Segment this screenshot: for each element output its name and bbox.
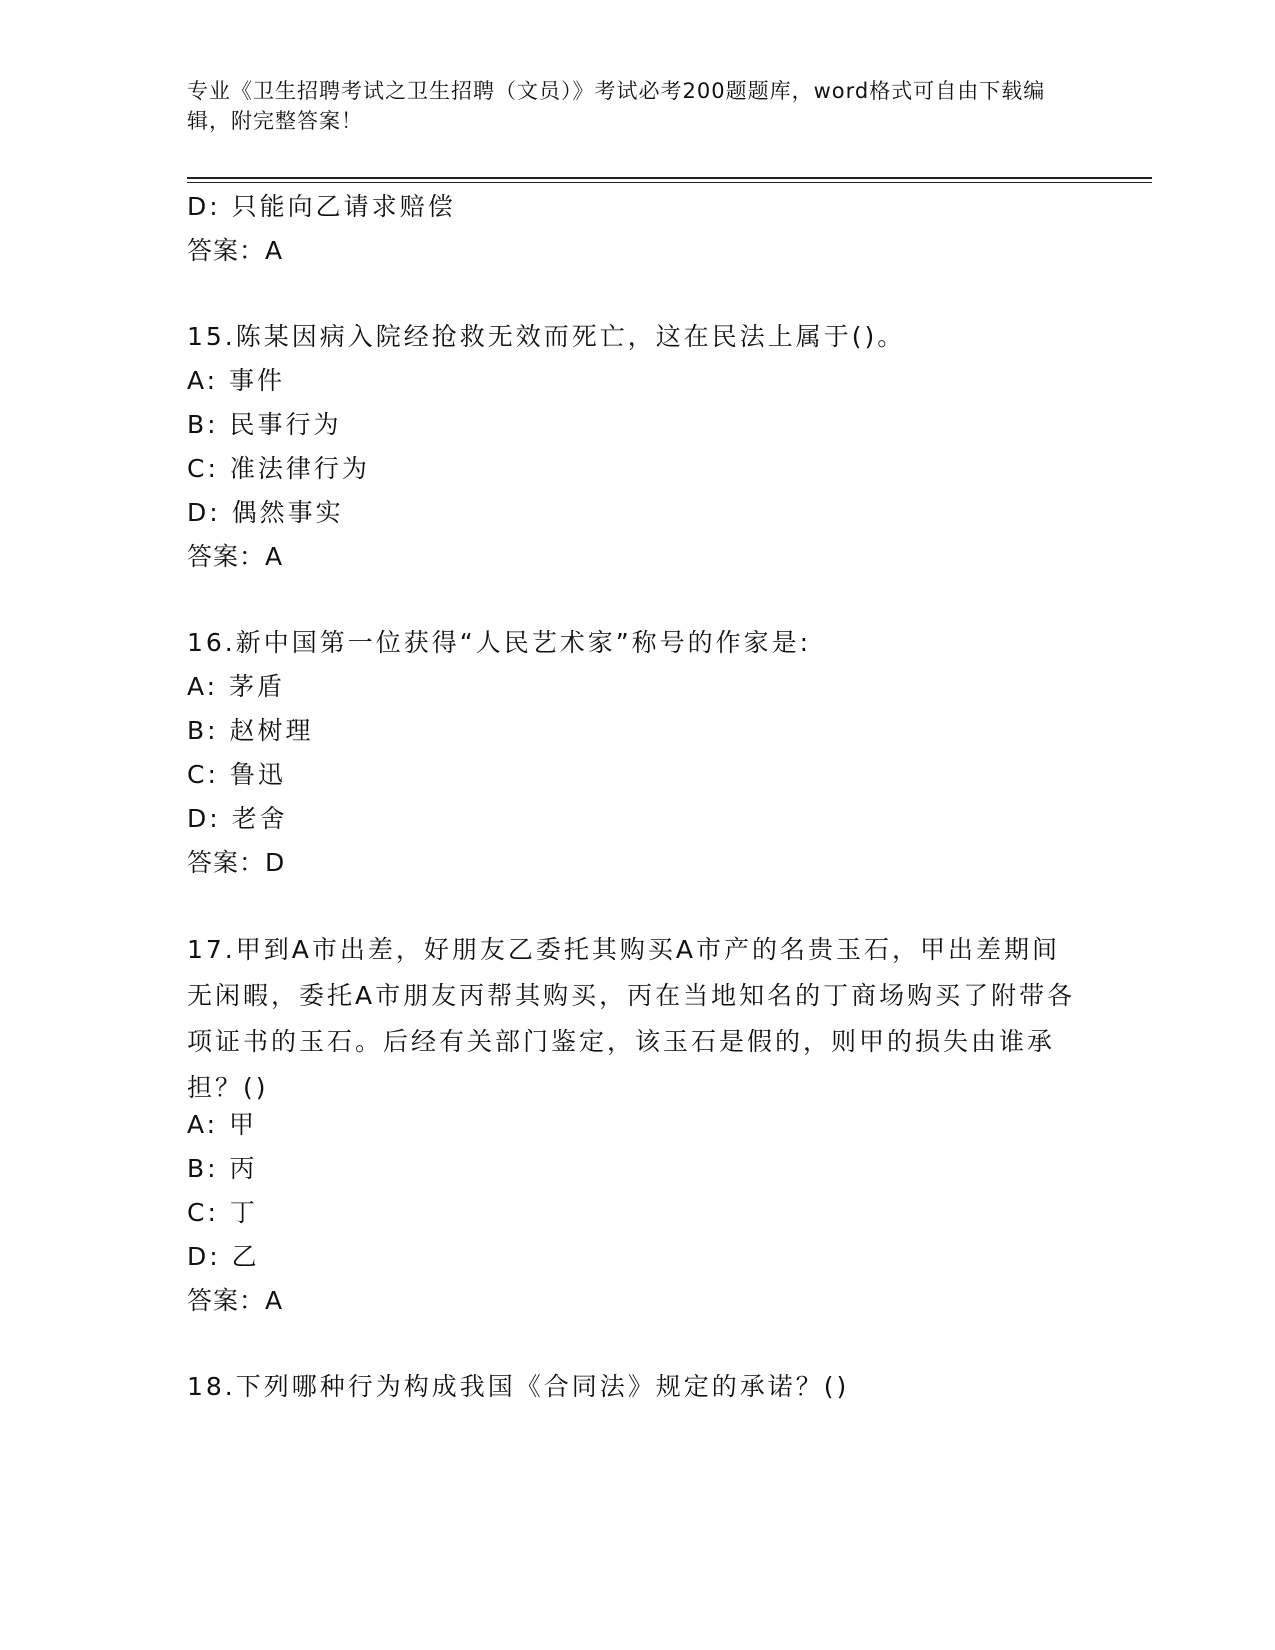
document-header: 专业《卫生招聘考试之卫生招聘（文员）》考试必考200题题库，word格式可自由下载编辑，附完整答案！	[187, 79, 1046, 133]
option-c: C: 丁	[187, 1198, 258, 1227]
option-b: B: 丙	[187, 1154, 258, 1183]
answer: 答案：A	[187, 1286, 284, 1315]
question-stem: 17.甲到A市出差，好朋友乙委托其购买A市产的名贵玉石，甲出差期间无闲暇，委托A市朋友丙帮其购买，丙在当地知名的丁商场购买了附带各项证书的玉石。后经有关部门鉴定，该玉石是假的，则甲的损失由谁承担？()	[187, 935, 1076, 1102]
option-d: D: 偶然事实	[187, 498, 344, 527]
option-c: C: 准法律行为	[187, 454, 370, 483]
prev-option-d: D: 只能向乙请求赔偿	[187, 192, 456, 221]
header-divider-thin	[187, 182, 1152, 183]
option-d: D: 老舍	[187, 804, 288, 833]
option-b: B: 赵树理	[187, 716, 314, 745]
option-c: C: 鲁迅	[187, 760, 286, 789]
prev-answer: 答案：A	[187, 236, 284, 265]
option-a: A: 甲	[187, 1110, 258, 1139]
question-stem: 16.新中国第一位获得“人民艺术家”称号的作家是:	[187, 628, 812, 657]
option-b: B: 民事行为	[187, 410, 342, 439]
option-a: A: 茅盾	[187, 672, 286, 701]
question-stem: 15.陈某因病入院经抢救无效而死亡，这在民法上属于()。	[187, 322, 906, 351]
answer: 答案：D	[187, 848, 286, 877]
answer: 答案：A	[187, 542, 284, 571]
option-a: A: 事件	[187, 366, 286, 395]
header-divider-thick	[187, 177, 1152, 179]
option-d: D: 乙	[187, 1242, 260, 1271]
question-stem: 18.下列哪种行为构成我国《合同法》规定的承诺？()	[187, 1372, 850, 1401]
